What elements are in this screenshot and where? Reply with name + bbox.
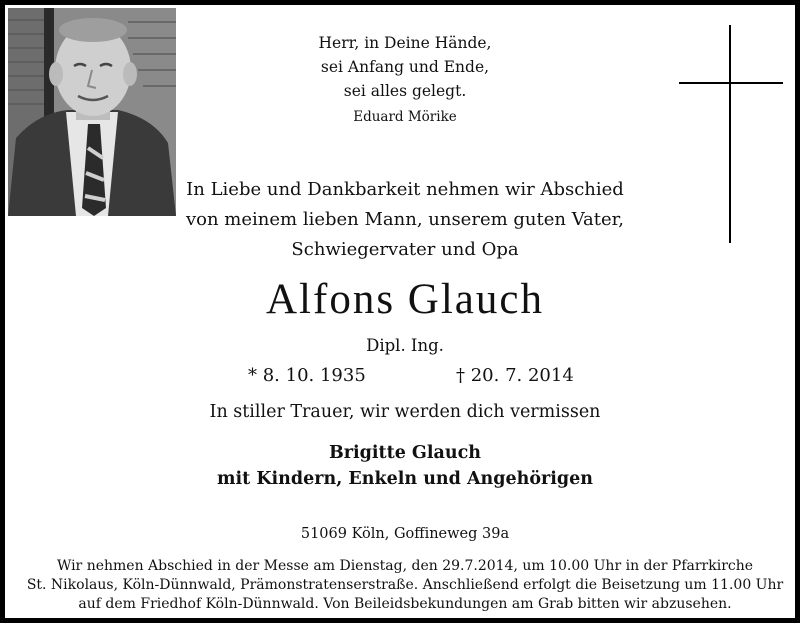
- details-line: Wir nehmen Abschied in der Messe am Dienstag, den 29.7.2014, um 10.00 Uhr in der Pfarrkirche: [56, 558, 754, 574]
- intro-line: In Liebe und Dankbarkeit nehmen wir Abschied: [186, 179, 624, 200]
- mourning-line: In stiller Trauer, wir werden dich vermissen: [209, 402, 601, 422]
- death-date: † 20. 7. 2014: [456, 365, 574, 386]
- poem-author: Eduard Mörike: [353, 109, 457, 125]
- poem-line: Herr, in Deine Hände,: [318, 34, 492, 52]
- details-line: St. Nikolaus, Köln-Dünnwald, Prämonstratenserstraße. Anschließend erfolgt die Beisetzung um 11.00 Uhr: [26, 577, 784, 593]
- deceased-name: Alfons Glauch: [266, 276, 544, 323]
- birth-date: * 8. 10. 1935: [248, 365, 366, 386]
- intro-line: von meinem lieben Mann, unserem guten Vater,: [185, 209, 625, 230]
- mourners: [5, 440, 800, 492]
- funeral-details: [25, 557, 785, 614]
- poem-line: sei alles gelegt.: [343, 82, 467, 100]
- family-address: 51069 Köln, Goffineweg 39a: [300, 526, 510, 542]
- mourner-line: Brigitte Glauch: [329, 443, 481, 463]
- academic-title: Dipl. Ing.: [366, 336, 444, 355]
- poem-line: sei Anfang und Ende,: [320, 58, 490, 76]
- mourner-line: mit Kindern, Enkeln und Angehörigen: [216, 469, 593, 489]
- intro-line: Schwiegervater und Opa: [291, 239, 519, 260]
- farewell-intro: [5, 175, 800, 265]
- details-line: auf dem Friedhof Köln-Dünnwald. Von Beileidsbekundungen am Grab bitten wir abzusehen.: [78, 596, 732, 612]
- poem-verse: [235, 31, 575, 103]
